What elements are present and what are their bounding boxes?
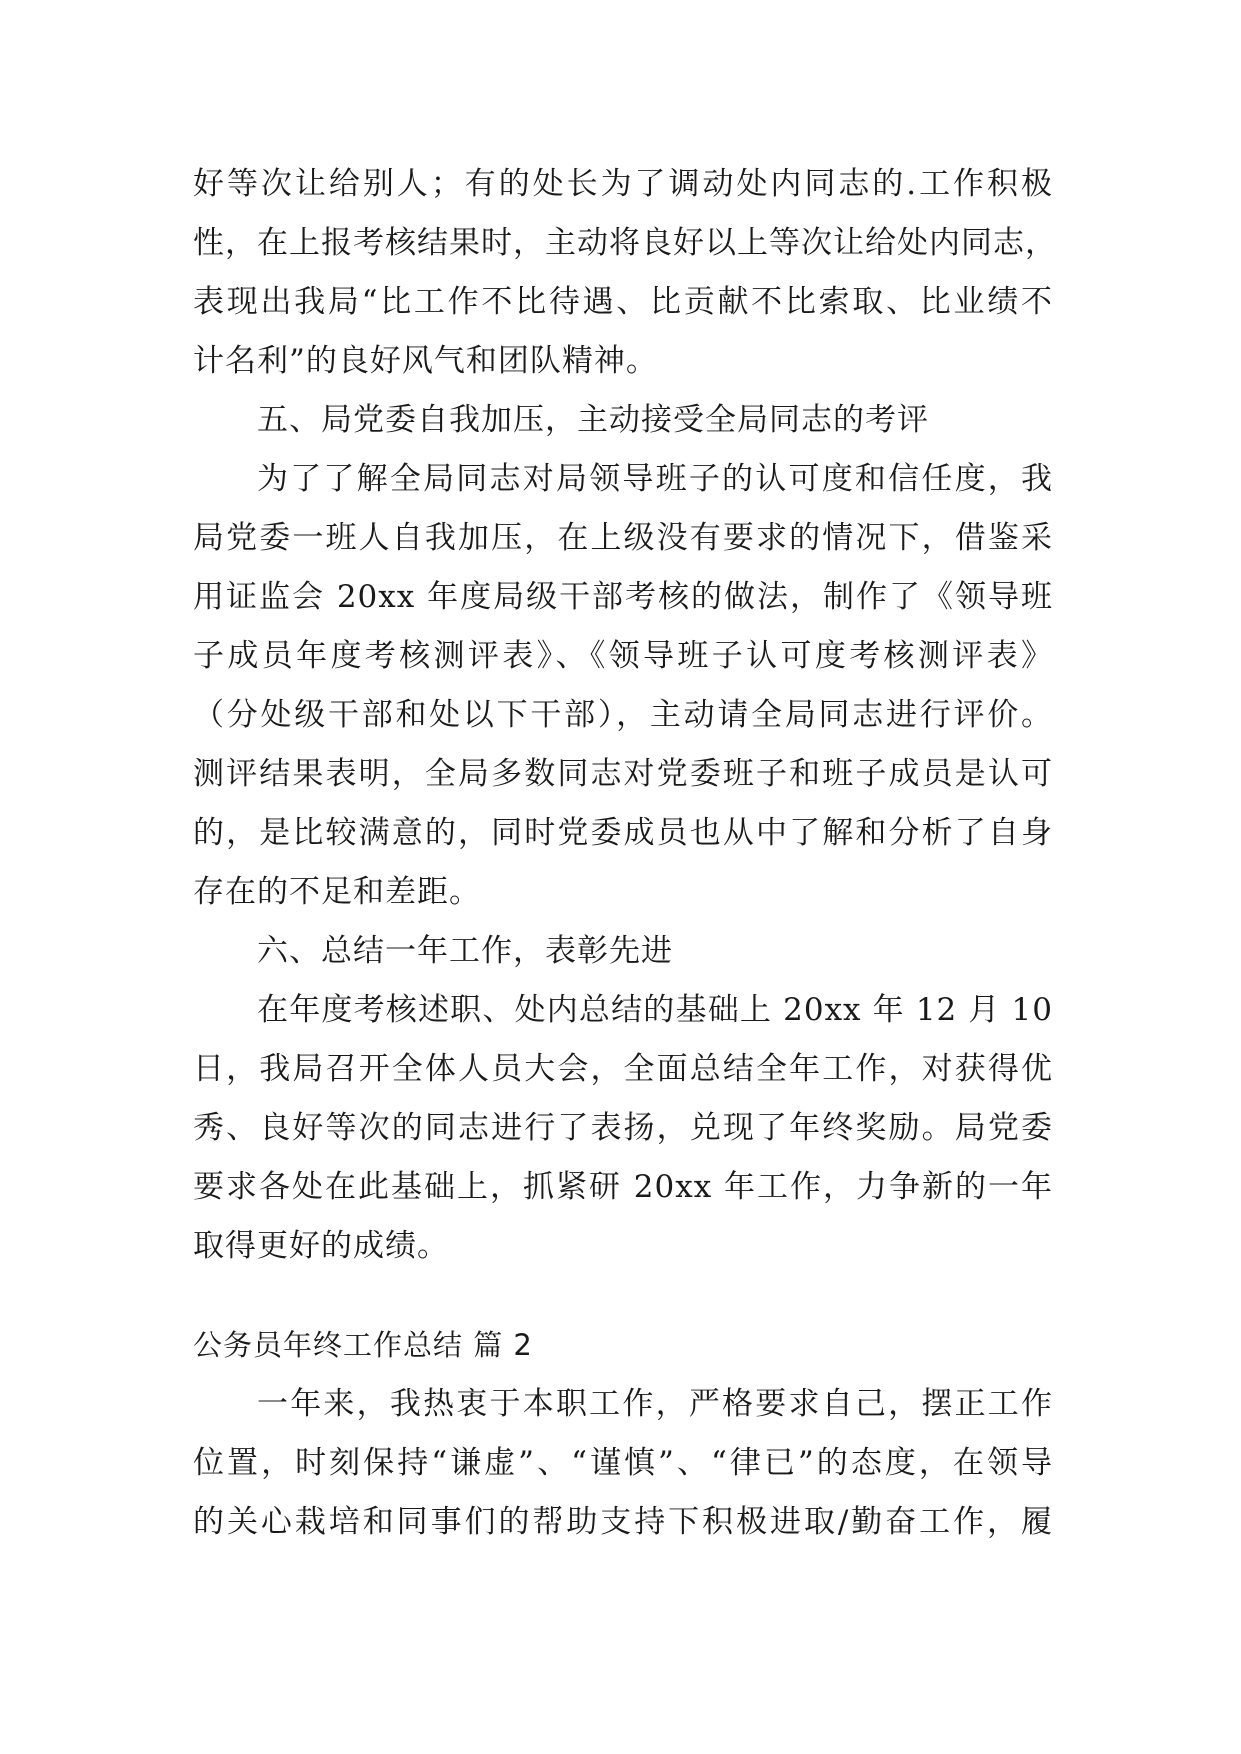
text-line: 局党委一班人自我加压，在上级没有要求的情况下，借鉴采 xyxy=(193,520,1053,556)
paragraph-self-summary xyxy=(193,1375,1053,1552)
text-line: 日，我局召开全体人员大会，全面总结全年工作，对获得优 xyxy=(193,1051,1053,1087)
text-line: 一年来，我热衷于本职工作，严格要求自己，摆正工作 xyxy=(257,1386,1053,1422)
section-gap xyxy=(193,1276,1053,1316)
paragraph-year-summary xyxy=(193,981,1053,1276)
text-line: 要求各处在此基础上，抓紧研 20xx 年工作，力争新的一年 xyxy=(193,1169,1053,1205)
paragraph-party-committee-evaluation xyxy=(193,450,1053,922)
article-section-title: 公务员年终工作总结 篇 2 xyxy=(193,1328,533,1362)
section-heading-five: 五、局党委自我加压，主动接受全局同志的考评 xyxy=(257,402,929,438)
paragraph-team-spirit xyxy=(193,155,1057,391)
text-line: 好等次让给别人；有的处长为了调动处内同志的.工作积极 xyxy=(193,166,1053,202)
text-line: 性，在上报考核结果时，主动将良好以上等次让给处内同志， xyxy=(193,225,1057,261)
text-line: 的关心栽培和同事们的帮助支持下积极进取/勤奋工作，履 xyxy=(193,1504,1053,1540)
document-body xyxy=(193,155,1057,1552)
text-line: 取得更好的成绩。 xyxy=(193,1228,449,1264)
text-line: 用证监会 20xx 年度局级干部考核的做法，制作了《领导班 xyxy=(193,579,1053,615)
section-heading-six: 六、总结一年工作，表彰先进 xyxy=(257,933,673,969)
text-line: 为了了解全局同志对局领导班子的认可度和信任度，我 xyxy=(257,461,1053,497)
text-line: 存在的不足和差距。 xyxy=(193,874,481,910)
text-line: 测评结果表明，全局多数同志对党委班子和班子成员是认可 xyxy=(193,756,1053,792)
text-line: 的，是比较满意的，同时党委成员也从中了解和分析了自身 xyxy=(193,815,1053,851)
text-line: 计名利”的良好风气和团队精神。 xyxy=(193,343,658,379)
text-line: 位置，时刻保持“谦虚”、“谨慎”、“律已”的态度，在领导 xyxy=(193,1445,1053,1481)
text-line: 表现出我局“比工作不比待遇、比贡献不比索取、比业绩不 xyxy=(193,284,1053,320)
text-line: （分处级干部和处以下干部），主动请全局同志进行评价。 xyxy=(193,697,1053,733)
text-line: 子成员年度考核测评表》、《领导班子认可度考核测评表》 xyxy=(193,638,1053,674)
text-line: 秀、良好等次的同志进行了表扬，兑现了年终奖励。局党委 xyxy=(193,1110,1053,1146)
text-line: 在年度考核述职、处内总结的基础上 20xx 年 12 月 10 xyxy=(257,992,1053,1028)
